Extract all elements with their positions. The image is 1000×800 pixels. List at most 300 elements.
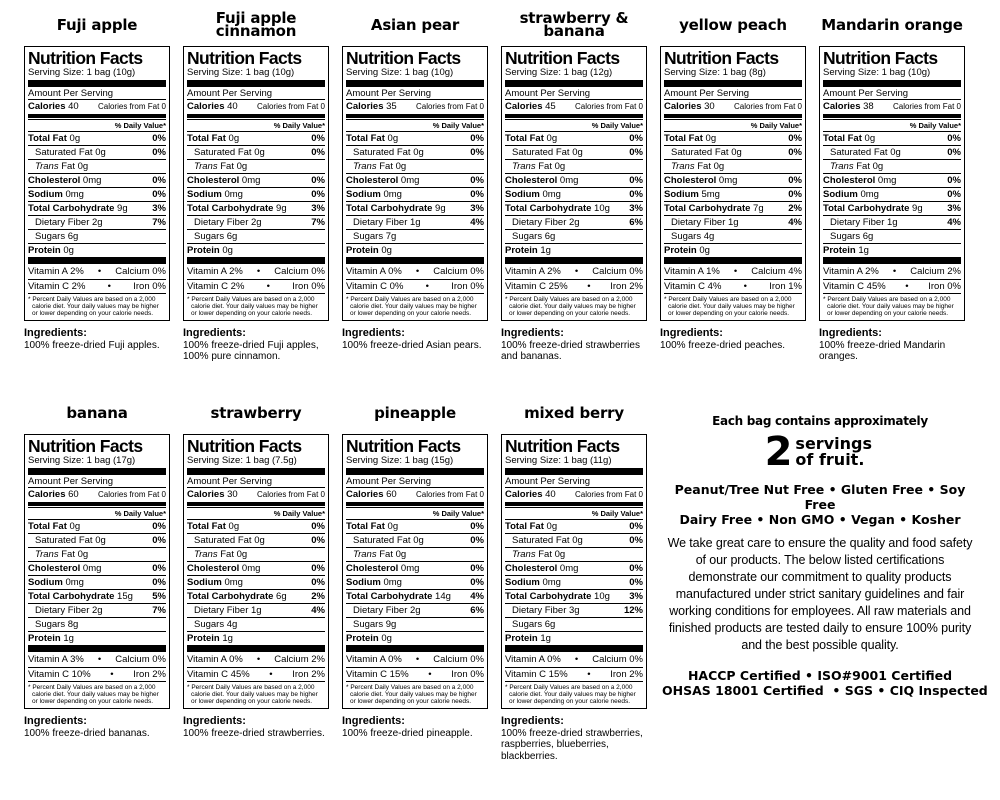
calories-value: 40 [68,101,79,112]
total-fat-row [346,519,484,533]
cholesterol-row [346,561,484,575]
cholesterol-dv: 0% [311,175,325,186]
saturated-fat-value: 0g [413,147,424,158]
trans-fat-row [823,159,961,173]
amount-per-serving: Amount Per Serving [346,476,432,487]
sugars-label: Sugars [353,231,384,242]
total-carb-value: 9g [276,203,287,214]
ingredients-block [183,328,329,363]
dietary-fiber-dv: 4% [311,605,325,616]
sugars-row [823,229,961,243]
calories-from-fat: Calories from Fat 0 [733,102,802,111]
total-fat-label: Total Fat [505,133,544,144]
total-fat-value: 0g [546,133,558,144]
total-carb-label: Total Carbohydrate [187,591,274,602]
divider-thick [505,257,643,264]
divider-thick [664,257,802,264]
divider-thick [346,468,484,475]
cholesterol-label: Cholesterol [346,175,399,186]
product-column [501,10,647,363]
daily-value-header: % Daily Value* [505,119,643,131]
vitamin-a-calcium-row [346,265,484,279]
total-fat-dv: 0% [629,133,643,144]
product-title: strawberry [210,403,302,422]
calories-row [28,99,166,113]
daily-value-header: % Daily Value* [187,507,325,519]
nutrition-facts-heading: Nutrition Facts [664,48,779,68]
calories-row [505,487,643,501]
ingredients-block [183,716,329,739]
vitamin-c-value: 15% [389,669,409,680]
dietary-fiber-dv: 4% [470,217,484,228]
sodium-row [505,187,643,201]
sodium-dv: 0% [470,577,484,588]
divider-thick [505,80,643,87]
nutrition-facts-heading: Nutrition Facts [505,436,620,456]
calories-row [187,99,325,113]
saturated-fat-label: Saturated Fat [194,535,252,546]
sodium-dv: 0% [947,189,961,200]
calcium-label: Calcium [592,266,627,277]
calories-from-fat: Calories from Fat 0 [256,102,325,111]
cert-line-2: OHSAS 18001 Certified • SGS • CIQ Inspected [662,683,988,698]
vitamin-c-iron-row [346,667,484,681]
total-fat-row [187,519,325,533]
bullet: • [574,654,579,665]
ingredients-text: 100% freeze-dried peaches. [660,339,786,351]
total-fat-label: Total Fat [28,133,67,144]
protein-row [28,631,166,645]
total-fat-row [505,519,643,533]
product-column [24,398,170,739]
bullet: • [97,266,102,277]
vitamin-a-label: Vitamin A [505,266,545,277]
saturated-fat-value: 0g [254,147,265,158]
product-title: mixed berry [524,403,624,422]
sodium-label: Sodium [187,189,222,200]
sodium-row [664,187,802,201]
nutrition-facts-panel [342,434,488,709]
sugars-row [187,617,325,631]
cholesterol-dv: 0% [152,563,166,574]
iron-label: Iron [610,281,627,292]
sodium-dv: 0% [152,189,166,200]
calcium-label: Calcium [910,266,945,277]
vitamin-c-label: Vitamin C [346,669,388,680]
total-carb-row [664,201,802,215]
ingredients-text: 100% freeze-dried Fuji apples. [24,339,160,351]
calories-from-fat: Calories from Fat 0 [415,102,484,111]
protein-value: 1g [858,245,869,256]
dietary-fiber-dv: 6% [629,217,643,228]
iron-label: Iron [133,281,150,292]
protein-row [346,631,484,645]
ingredients-text: 100% freeze-dried bananas. [24,727,150,739]
ingredients-heading: Ingredients: [24,715,87,727]
daily-value-footnote: * Percent Daily Values are based on a 2,000 calorie diet. Your daily values may be higher or lower depending on your calorie needs. [28,681,166,706]
cholesterol-label: Cholesterol [664,175,717,186]
cholesterol-dv: 0% [629,563,643,574]
sugars-label: Sugars [353,619,384,630]
iron-label: Iron [451,669,468,680]
saturated-fat-value: 0g [413,535,424,546]
dietary-fiber-row [28,215,166,229]
nutrition-facts-panel [660,46,806,321]
saturated-fat-row [664,145,802,159]
total-carb-value: 9g [435,203,446,214]
total-carb-dv: 3% [947,203,961,214]
sugars-value: 9g [385,619,397,630]
trans-fat-label: Trans [512,161,536,172]
total-carb-row [505,589,643,603]
sodium-label: Sodium [28,189,63,200]
sodium-value: 0mg [542,577,561,588]
cholesterol-dv: 0% [788,175,802,186]
cholesterol-label: Cholesterol [28,563,81,574]
sugars-value: 6g [544,231,556,242]
sodium-value: 0mg [224,189,243,200]
saturated-fat-label: Saturated Fat [671,147,729,158]
sodium-label: Sodium [28,577,63,588]
sugars-value: 4g [226,619,238,630]
protein-label: Protein [28,633,61,644]
cholesterol-row [28,561,166,575]
vitamin-c-iron-row [346,279,484,293]
calories-value: 40 [545,489,556,500]
servings-text: servings of fruit. [795,434,872,469]
iron-value: 2% [629,669,643,680]
divider-thick [187,80,325,87]
total-fat-label: Total Fat [28,521,67,532]
product-title: Fuji apple [56,15,138,34]
daily-value-footnote: * Percent Daily Values are based on a 2,000 calorie diet. Your daily values may be higher or lower depending on your calorie needs. [346,293,484,318]
sugars-label: Sugars [35,231,66,242]
saturated-fat-value: 0g [95,147,106,158]
dietary-fiber-dv: 7% [152,217,166,228]
total-fat-dv: 0% [470,521,484,532]
sodium-dv: 0% [311,577,325,588]
trans-fat-value: Fat 0g [217,161,248,172]
iron-value: 0% [947,281,961,292]
sugars-value: 7g [385,231,397,242]
dietary-fiber-label: Dietary Fiber [671,217,726,228]
dietary-fiber-value: 2g [410,605,421,616]
saturated-fat-value: 0g [572,147,583,158]
cholesterol-label: Cholesterol [187,175,240,186]
certifications [662,668,988,698]
total-fat-value: 0g [546,521,558,532]
divider-medium [187,114,325,118]
product-column [819,10,965,363]
protein-value: 1g [540,245,551,256]
vitamin-a-label: Vitamin A [28,654,68,665]
ingredients-block [819,328,965,363]
quality-statement: We take great care to ensure the quality and food safety of our products. The below listed certifications demonstrate our commitment to quality products manufactured under strict sanitary guidelines and fair working conditions for employees. All raw materials and finished products are tested daily to ensure 100% purity and the best possible quality. [667,536,973,652]
calcium-value: 0% [152,654,166,665]
calories-value: 35 [386,101,397,112]
allergen-line-2: Dairy Free • Non GMO • Vegan • Kosher [679,512,961,527]
calories-value: 45 [545,101,556,112]
total-fat-label: Total Fat [187,133,226,144]
dietary-fiber-value: 3g [569,605,580,616]
divider-thick [187,645,325,652]
vitamin-c-label: Vitamin C [823,281,865,292]
dietary-fiber-dv: 4% [947,217,961,228]
vitamin-a-label: Vitamin A [346,266,386,277]
trans-fat-label: Trans [353,161,377,172]
divider-thick [187,468,325,475]
saturated-fat-dv: 0% [311,147,325,158]
trans-fat-value: Fat 0g [58,549,89,560]
dietary-fiber-row [505,215,643,229]
sodium-label: Sodium [346,189,381,200]
total-carb-row [505,201,643,215]
cholesterol-row [505,173,643,187]
amount-per-serving: Amount Per Serving [346,88,432,99]
calories-from-fat: Calories from Fat 0 [574,102,643,111]
product-column [183,10,329,363]
vitamin-c-label: Vitamin C [28,281,70,292]
total-carb-label: Total Carbohydrate [28,591,115,602]
sodium-label: Sodium [346,577,381,588]
calcium-value: 2% [311,654,325,665]
calories-from-fat: Calories from Fat 0 [892,102,961,111]
trans-fat-row [346,547,484,561]
vitamin-a-value: 2% [229,266,243,277]
saturated-fat-value: 0g [890,147,901,158]
vitamin-c-iron-row [28,279,166,293]
vitamin-a-value: 2% [865,266,879,277]
saturated-fat-row [505,533,643,547]
product-title: pineapple [374,403,456,422]
protein-label: Protein [346,245,379,256]
product-column [660,10,806,351]
trans-fat-row [505,547,643,561]
serving-size: Serving Size: 1 bag (12g) [505,67,613,78]
ingredients-block [342,328,488,351]
total-fat-dv: 0% [470,133,484,144]
vitamin-a-value: 1% [706,266,720,277]
vitamin-a-calcium-row [505,653,643,667]
cholesterol-row [187,173,325,187]
vitamin-a-calcium-row [823,265,961,279]
total-carb-dv: 3% [311,203,325,214]
vitamin-a-label: Vitamin A [664,266,704,277]
total-carb-value: 7g [753,203,764,214]
vitamin-a-value: 2% [547,266,561,277]
divider-medium [346,114,484,118]
total-carb-value: 9g [912,203,923,214]
sodium-dv: 0% [152,577,166,588]
vitamin-c-label: Vitamin C [505,281,547,292]
sugars-row [505,229,643,243]
vitamin-c-iron-row [28,667,166,681]
iron-value: 0% [311,281,325,292]
total-carb-dv: 4% [470,591,484,602]
calories-row [505,99,643,113]
saturated-fat-dv: 0% [470,535,484,546]
daily-value-footnote: * Percent Daily Values are based on a 2,000 calorie diet. Your daily values may be higher or lower depending on your calorie needs. [664,293,802,318]
cholesterol-row [505,561,643,575]
calories-label: Calories [187,101,225,112]
dietary-fiber-row [28,603,166,617]
amount-per-serving: Amount Per Serving [187,88,273,99]
cholesterol-row [187,561,325,575]
saturated-fat-row [505,145,643,159]
vitamin-c-value: 45% [230,669,250,680]
calories-label: Calories [28,101,66,112]
total-carb-label: Total Carbohydrate [823,203,910,214]
sodium-dv: 0% [470,189,484,200]
sodium-row [187,187,325,201]
total-fat-value: 0g [69,133,81,144]
trans-fat-row [28,159,166,173]
total-fat-dv: 0% [788,133,802,144]
vitamin-c-iron-row [187,667,325,681]
protein-label: Protein [187,245,220,256]
vitamin-a-label: Vitamin A [346,654,386,665]
saturated-fat-dv: 0% [629,147,643,158]
sodium-row [28,575,166,589]
sodium-value: 0mg [224,577,243,588]
dietary-fiber-label: Dietary Fiber [35,605,90,616]
saturated-fat-label: Saturated Fat [512,535,570,546]
total-carb-dv: 3% [470,203,484,214]
protein-value: 0g [222,245,233,256]
saturated-fat-label: Saturated Fat [194,147,252,158]
calories-from-fat: Calories from Fat 0 [97,490,166,499]
sodium-value: 0mg [65,577,84,588]
ingredients-heading: Ingredients: [183,715,246,727]
daily-value-footnote: * Percent Daily Values are based on a 2,000 calorie diet. Your daily values may be higher or lower depending on your calorie needs. [187,681,325,706]
protein-label: Protein [346,633,379,644]
vitamin-a-calcium-row [187,653,325,667]
calcium-label: Calcium [115,266,150,277]
total-carb-dv: 2% [788,203,802,214]
daily-value-header: % Daily Value* [346,507,484,519]
dietary-fiber-value: 2g [251,217,262,228]
sugars-label: Sugars [830,231,861,242]
calories-label: Calories [187,489,225,500]
bullet: • [733,266,738,277]
product-title: Fuji apple cinnamon [215,9,297,40]
calories-value: 40 [227,101,238,112]
calcium-value: 0% [470,266,484,277]
sodium-dv: 0% [788,189,802,200]
sodium-dv: 0% [311,189,325,200]
iron-label: Iron [292,281,309,292]
ingredients-block [501,716,647,762]
serving-size: Serving Size: 1 bag (10g) [346,67,454,78]
total-fat-dv: 0% [152,133,166,144]
dietary-fiber-dv: 7% [152,605,166,616]
trans-fat-label: Trans [671,161,695,172]
total-carb-label: Total Carbohydrate [505,203,592,214]
vitamin-c-label: Vitamin C [346,281,388,292]
divider-medium [664,114,802,118]
protein-row [346,243,484,257]
calories-row [346,99,484,113]
vitamin-c-value: 0% [389,281,404,292]
serving-size: Serving Size: 1 bag (7.5g) [187,455,297,466]
cholesterol-label: Cholesterol [28,175,81,186]
calories-label: Calories [664,101,702,112]
vitamin-c-label: Vitamin C [664,281,706,292]
nutrition-facts-heading: Nutrition Facts [28,48,143,68]
ingredients-text: 100% freeze-dried Mandarin oranges. [819,339,946,362]
dietary-fiber-value: 1g [251,605,262,616]
vitamin-a-label: Vitamin A [187,654,227,665]
protein-label: Protein [664,245,697,256]
saturated-fat-row [346,145,484,159]
divider-thick [28,257,166,264]
dietary-fiber-label: Dietary Fiber [353,217,408,228]
amount-per-serving: Amount Per Serving [28,88,114,99]
calcium-label: Calcium [274,654,309,665]
calcium-value: 0% [152,266,166,277]
dietary-fiber-label: Dietary Fiber [35,217,90,228]
sugars-value: 6g [226,231,238,242]
vitamin-c-value: 15% [548,669,568,680]
nutrition-facts-heading: Nutrition Facts [187,436,302,456]
trans-fat-label: Trans [512,549,536,560]
cholesterol-label: Cholesterol [346,563,399,574]
iron-label: Iron [292,669,309,680]
calcium-value: 0% [629,654,643,665]
nutrition-facts-panel [183,46,329,321]
ingredients-block [24,716,170,739]
saturated-fat-value: 0g [572,535,583,546]
total-fat-value: 0g [69,521,81,532]
dietary-fiber-value: 1g [410,217,421,228]
calories-from-fat: Calories from Fat 0 [415,490,484,499]
vitamin-a-value: 0% [388,654,402,665]
vitamin-a-calcium-row [505,265,643,279]
product-title: strawberry & banana [519,9,629,40]
iron-label: Iron [928,281,945,292]
amount-per-serving: Amount Per Serving [505,88,591,99]
vitamin-c-value: 4% [707,281,722,292]
vitamin-c-value: 45% [866,281,886,292]
cholesterol-value: 0mg [82,563,102,574]
daily-value-footnote: * Percent Daily Values are based on a 2,000 calorie diet. Your daily values may be higher or lower depending on your calorie needs. [28,293,166,318]
calories-row [28,487,166,501]
vitamin-a-value: 3% [70,654,84,665]
protein-row [187,243,325,257]
saturated-fat-row [346,533,484,547]
total-carb-row [346,589,484,603]
ingredients-heading: Ingredients: [342,327,405,339]
product-column [501,398,647,762]
divider-thick [28,645,166,652]
cholesterol-value: 0mg [559,175,579,186]
vitamin-c-iron-row [505,279,643,293]
nutrition-facts-panel [819,46,965,321]
divider-medium [346,502,484,506]
saturated-fat-dv: 0% [470,147,484,158]
iron-value: 0% [470,669,484,680]
dietary-fiber-label: Dietary Fiber [512,217,567,228]
nutrition-facts-panel [501,46,647,321]
vitamin-a-calcium-row [28,265,166,279]
vitamin-c-value: 2% [71,281,86,292]
serving-size: Serving Size: 1 bag (8g) [664,67,766,78]
vitamin-a-value: 0% [229,654,243,665]
ingredients-block [501,328,647,363]
bullet: • [905,281,909,292]
iron-value: 2% [311,669,325,680]
divider-medium [823,114,961,118]
